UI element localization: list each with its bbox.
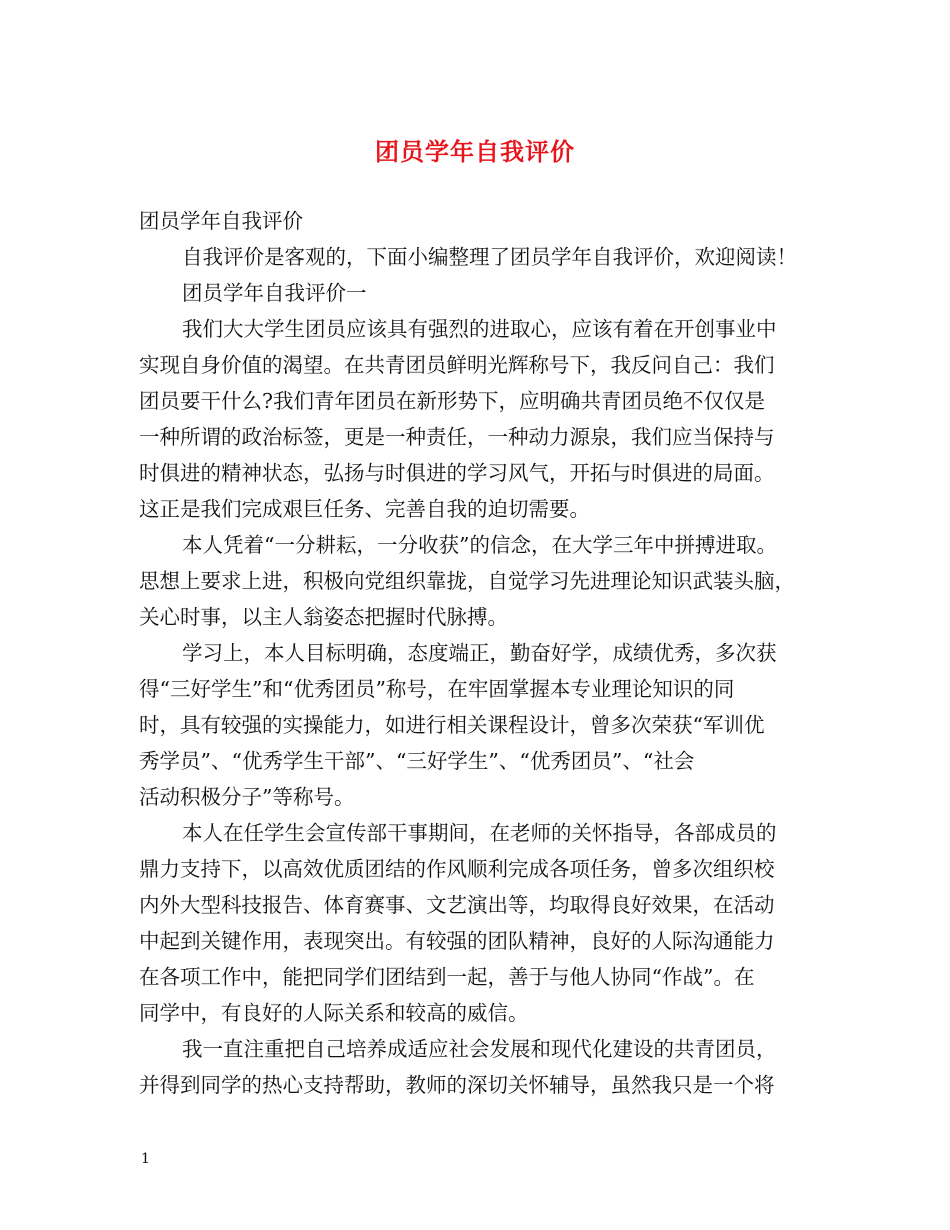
document-title: 团员学年自我评价: [375, 137, 575, 166]
document-body: [139, 203, 819, 1103]
text-line: 一种所谓的政治标签，更是一种责任，一种动力源泉，我们应当保持与: [139, 425, 775, 449]
text-line: 同学中，有良好的人际关系和较高的威信。: [139, 1001, 529, 1025]
text-line: 团员要干什么?我们青年团员在新形势下，应明确共青团员绝不仅仅是: [139, 389, 765, 413]
text-line: 本人在任学生会宣传部干事期间，在老师的关怀指导，各部成员的: [182, 821, 777, 845]
text-line: 思想上要求上进，积极向党组织靠拢，自觉学习先进理论知识武装头脑，: [139, 569, 795, 593]
text-line: 关心时事，以主人翁姿态把握时代脉搏。: [139, 605, 508, 629]
text-line: 团员学年自我评价一: [182, 281, 367, 305]
text-line: 并得到同学的热心支持帮助，教师的深切关怀辅导，虽然我只是一个将: [139, 1073, 775, 1097]
page-number: 1: [141, 1151, 150, 1167]
text-line: 在各项工作中，能把同学们团结到一起，善于与他人协同“作战”。在: [139, 965, 755, 989]
text-line: 自我评价是客观的，下面小编整理了团员学年自我评价，欢迎阅读！: [182, 245, 797, 269]
text-line: 内外大型科技报告、体育赛事、文艺演出等，均取得良好效果，在活动: [139, 893, 775, 917]
text-line: 得“三好学生”和“优秀团员”称号，在牢固掌握本专业理论知识的同: [139, 677, 735, 701]
text-line: 秀学员”、“优秀学生干部”、“三好学生”、“优秀团员”、“社会: [139, 749, 695, 773]
text-line: 本人凭着“一分耕耘，一分收获”的信念，在大学三年中拼搏进取。: [182, 533, 777, 557]
text-line: 时，具有较强的实操能力，如进行相关课程设计，曾多次荣获“军训优: [139, 713, 765, 737]
text-line: 活动积极分子”等称号。: [139, 785, 355, 809]
text-line: 我一直注重把自己培养成适应社会发展和现代化建设的共青团员，: [182, 1037, 777, 1061]
text-line: 学习上，本人目标明确，态度端正，勤奋好学，成绩优秀，多次获: [182, 641, 777, 665]
text-line: 中起到关键作用，表现突出。有较强的团队精神，良好的人际沟通能力: [139, 929, 775, 953]
text-line: 鼎力支持下，以高效优质团结的作风顺利完成各项任务，曾多次组织校: [139, 857, 775, 881]
text-line: 团员学年自我评价: [139, 209, 303, 233]
text-line: 这正是我们完成艰巨任务、完善自我的迫切需要。: [139, 497, 590, 521]
text-line: 我们大大学生团员应该具有强烈的进取心，应该有着在开创事业中: [182, 317, 777, 341]
text-line: 实现自身价值的渴望。在共青团员鲜明光辉称号下，我反问自己：我们: [139, 353, 775, 377]
text-line: 时俱进的精神状态，弘扬与时俱进的学习风气，开拓与时俱进的局面。: [139, 461, 775, 485]
